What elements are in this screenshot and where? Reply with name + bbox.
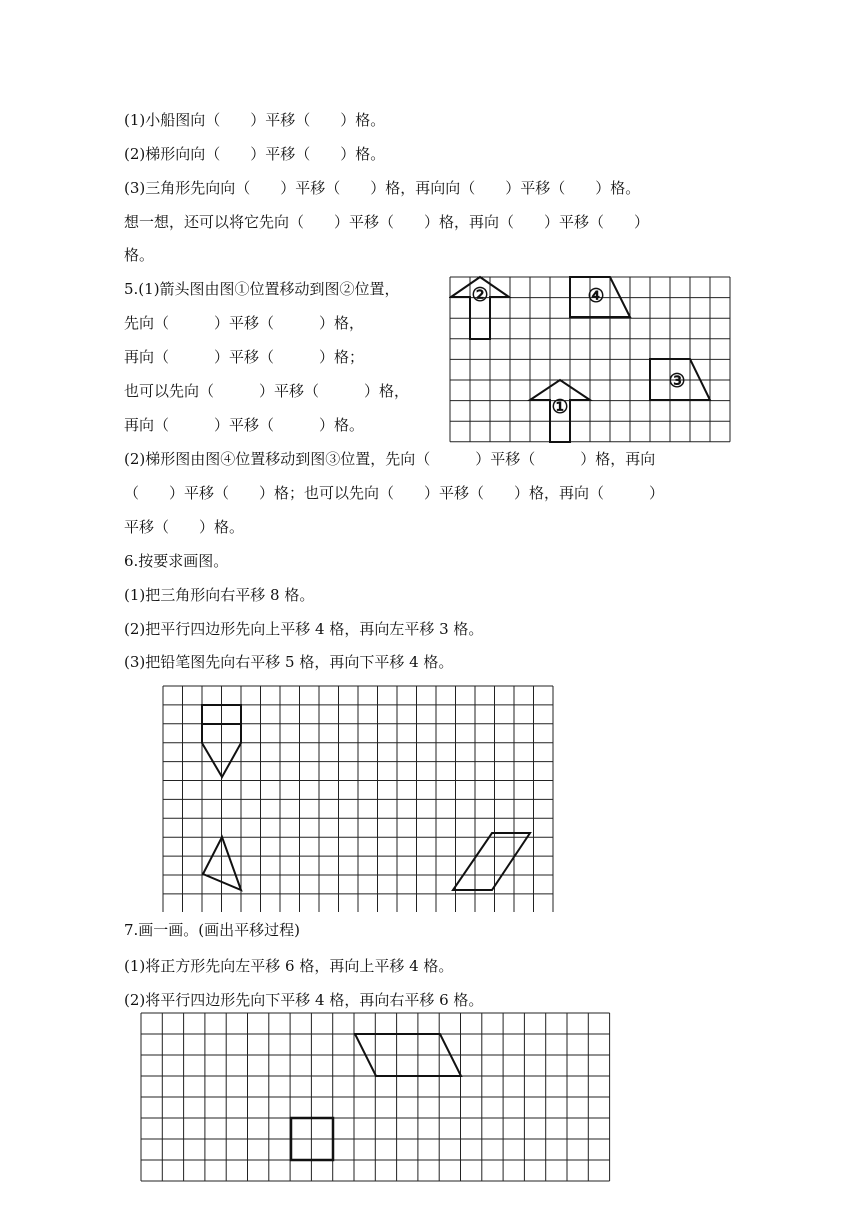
q5-line-5: 再向（ ）平移（ ）格。 xyxy=(124,416,365,434)
q5-line-8: 平移（ ）格。 xyxy=(124,518,245,536)
parallelogram-shape xyxy=(453,833,530,890)
q4-line-2: (2)梯形向向（ ）平移（ ）格。 xyxy=(124,145,386,163)
q4-line-4: 想一想，还可以将它先向（ ）平移（ ）格，再向（ ）平移（ ） xyxy=(124,213,650,231)
q5-line-4: 也可以先向（ ）平移（ ）格， xyxy=(124,382,410,400)
q6-line-2: (2)把平行四边形先向上平移 4 格，再向左平移 3 格。 xyxy=(124,620,484,638)
q4-line-3: (3)三角形先向向（ ）平移（ ）格，再向向（ ）平移（ ）格。 xyxy=(124,179,641,197)
q7-line-1: (1)将正方形先向左平移 6 格，再向上平移 4 格。 xyxy=(124,957,454,975)
q5-line-2: 先向（ ）平移（ ）格， xyxy=(124,314,365,332)
q7-grid-figure xyxy=(139,1011,611,1185)
q4-line-1: (1)小船图向（ ）平移（ ）格。 xyxy=(124,111,386,129)
q7-title: 7.画一画。(画出平移过程) xyxy=(124,921,301,939)
q5-line-6: (2)梯形图由图④位置移动到图③位置，先向（ ）平移（ ）格，再向 xyxy=(124,450,656,468)
q5-line-1: 5.(1)箭头图由图①位置移动到图②位置， xyxy=(124,280,400,298)
q6-grid-figure xyxy=(161,684,555,912)
q5-grid-figure xyxy=(449,275,734,447)
q6-title: 6.按要求画图。 xyxy=(124,552,229,570)
q5-line-3: 再向（ ）平移（ ）格； xyxy=(124,348,365,366)
q7-line-2: (2)将平行四边形先向下平移 4 格，再向右平移 6 格。 xyxy=(124,991,484,1009)
q6-line-3: (3)把铅笔图先向右平移 5 格，再向下平移 4 格。 xyxy=(124,653,454,671)
figure-label-3: ③ xyxy=(668,370,686,392)
q6-line-1: (1)把三角形向右平移 8 格。 xyxy=(124,586,315,604)
q4-line-5: 格。 xyxy=(124,246,155,264)
figure-label-2: ② xyxy=(471,284,489,306)
figure-label-1: ① xyxy=(551,396,569,418)
q5-line-7: （ ）平移（ ）格；也可以先向（ ）平移（ ）格，再向（ ） xyxy=(124,484,665,502)
figure-label-4: ④ xyxy=(587,285,605,307)
